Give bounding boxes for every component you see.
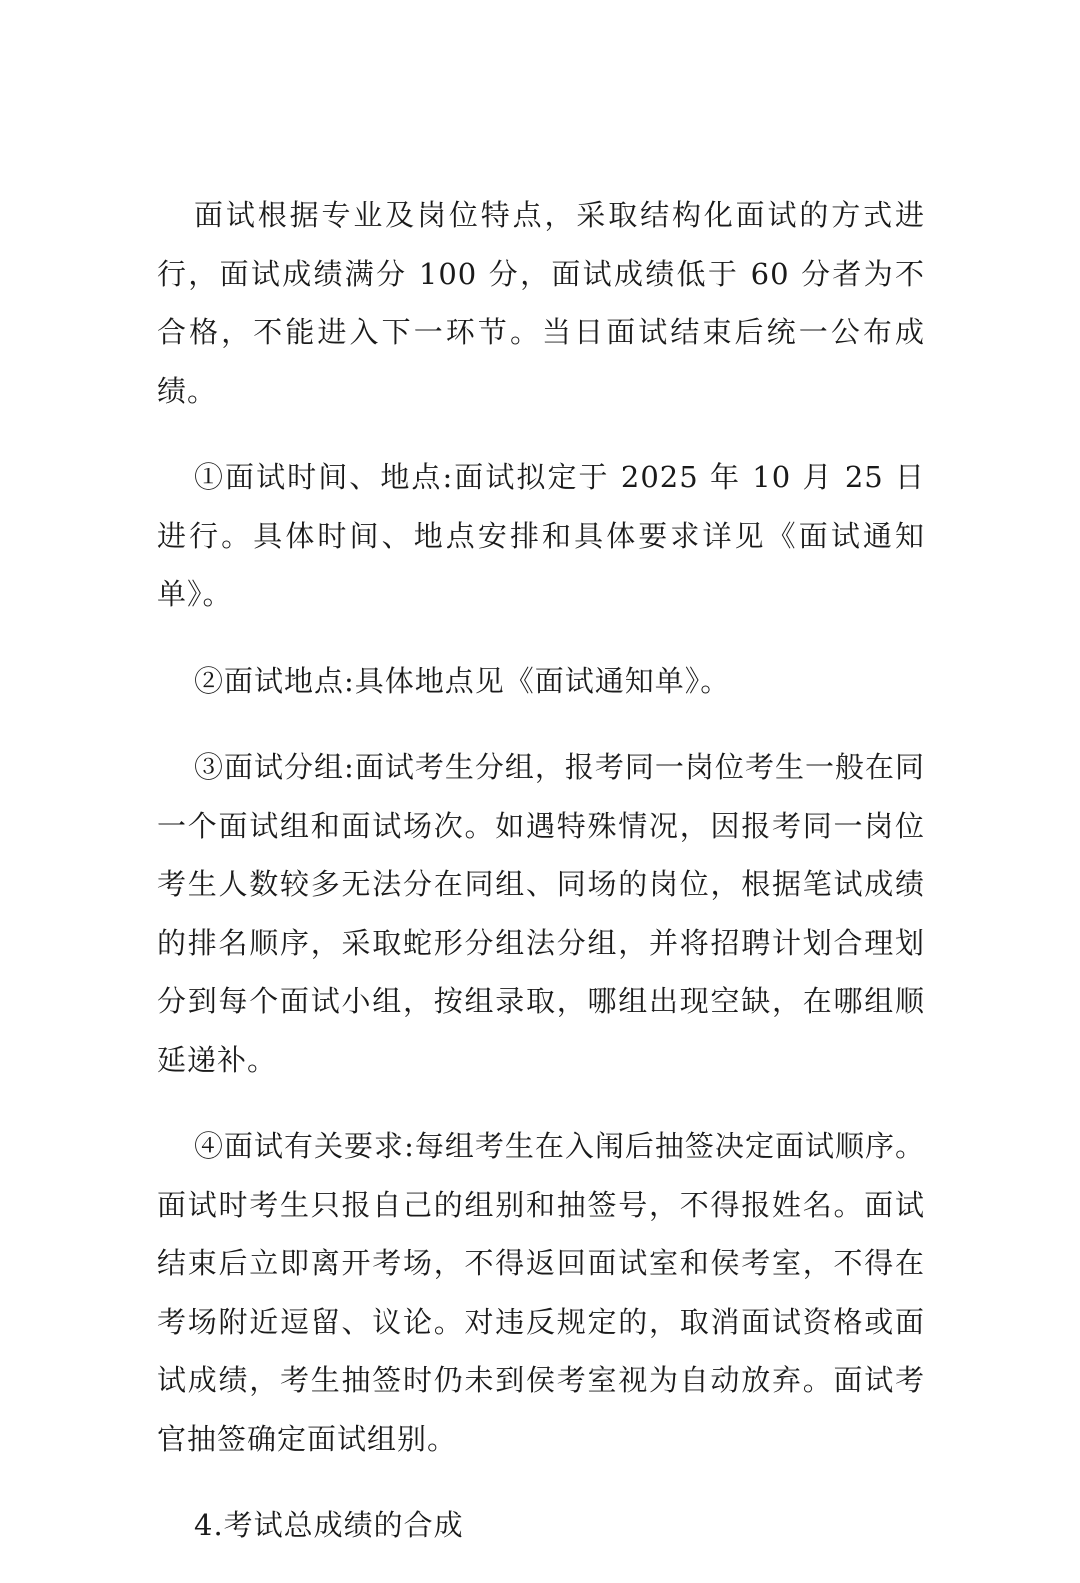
- paragraph-interview-requirements: ④面试有关要求:每组考生在入闱后抽签决定面试顺序。面试时考生只报自己的组别和抽签号，不得报姓名。面试结束后立即离开考场，不得返回面试室和侯考室，不得在考场附近逗留、议论。对违反规定的，取消面试资格或面试成绩，考生抽签时仍未到侯考室视为自动放弃。面试考官抽签确定面试组别。: [157, 1129, 925, 1456]
- paragraph-interview-overview: 面试根据专业及岗位特点，采取结构化面试的方式进行，面试成绩满分 100 分，面试成绩低于 60 分者为不合格，不能进入下一环节。当日面试结束后统一公布成绩。: [157, 198, 925, 408]
- document-body: [157, 186, 925, 1583]
- paragraph-interview-grouping: ③面试分组:面试考生分组，报考同一岗位考生一般在同一个面试组和面试场次。如遇特殊情况，因报考同一岗位考生人数较多无法分在同组、同场的岗位，根据笔试成绩的排名顺序，采取蛇形分组法分组，并将招聘计划合理划分到每个面试小组，按组录取，哪组出现空缺，在哪组顺延递补。: [157, 750, 925, 1077]
- section-heading-total-score: 4.考试总成绩的合成: [194, 1508, 464, 1542]
- paragraph-interview-location: ②面试地点:具体地点见《面试通知单》。: [194, 663, 731, 698]
- paragraph-interview-time-location: ①面试时间、地点:面试拟定于 2025 年 10 月 25 日进行。具体时间、地点安排和具体要求详见《面试通知单》。: [157, 460, 925, 611]
